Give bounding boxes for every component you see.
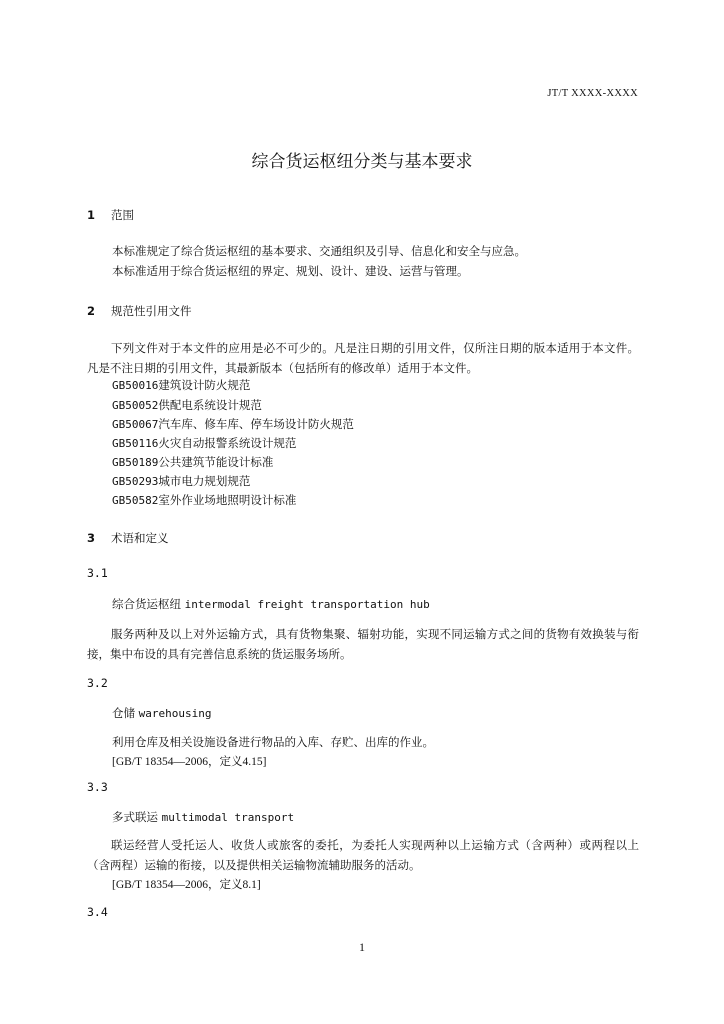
scope-line-2: 本标准适用于综合货运枢纽的界定、规划、设计、建设、运营与管理。 xyxy=(112,264,469,278)
reference-name: 室外作业场地照明设计标准 xyxy=(158,493,297,507)
reference-item xyxy=(112,492,296,508)
term-heading xyxy=(112,596,430,612)
reference-name: 公共建筑节能设计标准 xyxy=(158,455,274,469)
term-en: warehousing xyxy=(138,707,212,720)
standard-code: JT/T XXXX-XXXX xyxy=(547,88,638,99)
term-number: 3.3 xyxy=(87,780,108,794)
term-zh: 多式联运 xyxy=(112,810,158,824)
scope-line-1: 本标准规定了综合货运枢纽的基本要求、交通组织及引导、信息化和安全与应急。 xyxy=(112,244,526,258)
reference-code: GB50016 xyxy=(112,379,159,392)
section-number: 1 xyxy=(87,208,96,222)
term-definition: 利用仓库及相关设施设备进行物品的入库、存贮、出库的作业。 xyxy=(112,735,434,749)
term-definition: 联运经营人受托运人、收货人或旅客的委托，为委托人实现两种以上运输方式（含两种）或两程以上（含两程）运输的衔接，以及提供相关运输物流辅助服务的活动。 xyxy=(87,838,639,872)
term-heading xyxy=(112,809,294,825)
term-heading xyxy=(112,705,212,721)
reference-name: 汽车库、修车库、停车场设计防火规范 xyxy=(158,417,354,431)
term-definition: 服务两种及以上对外运输方式，具有货物集聚、辐射功能，实现不同运输方式之间的货物有效换装与衔接，集中布设的具有完善信息系统的货运服务场所。 xyxy=(87,627,639,661)
reference-code: GB50052 xyxy=(112,399,159,412)
references-intro: 下列文件对于本文件的应用是必不可少的。凡是注日期的引用文件，仅所注日期的版本适用于本文件。凡是不注日期的引用文件，其最新版本（包括所有的修改单）适用于本文件。 xyxy=(87,341,639,375)
reference-item xyxy=(112,473,250,489)
reference-item xyxy=(112,377,250,393)
term-zh: 仓储 xyxy=(112,706,135,720)
term-number: 3.4 xyxy=(87,905,108,919)
reference-name: 建筑设计防火规范 xyxy=(158,378,251,392)
reference-item xyxy=(112,454,273,470)
term-number: 3.1 xyxy=(87,566,108,580)
reference-item xyxy=(112,397,262,413)
section-title: 规范性引用文件 xyxy=(111,304,192,318)
reference-code: GB50189 xyxy=(112,456,159,469)
reference-name: 城市电力规划规范 xyxy=(158,474,251,488)
section-number: 3 xyxy=(87,531,96,545)
term-en: multimodal transport xyxy=(161,811,295,824)
term-number: 3.2 xyxy=(87,676,108,690)
term-en: intermodal freight transportation hub xyxy=(184,598,430,611)
term-source: [GB/T 18354—2006，定义8.1] xyxy=(112,879,261,891)
reference-item xyxy=(112,416,354,432)
term-zh: 综合货运枢纽 xyxy=(112,597,181,611)
reference-item xyxy=(112,435,296,451)
section-heading-references xyxy=(87,303,192,319)
reference-code: GB50116 xyxy=(112,437,159,450)
reference-code: GB50067 xyxy=(112,418,159,431)
page-number: 1 xyxy=(359,940,365,954)
section-heading-terms xyxy=(87,530,169,546)
reference-code: GB50293 xyxy=(112,475,159,488)
section-number: 2 xyxy=(87,304,96,318)
reference-code: GB50582 xyxy=(112,494,159,507)
term-source: [GB/T 18354—2006，定义4.15] xyxy=(112,756,267,768)
section-heading-scope xyxy=(87,207,134,223)
reference-name: 火灾自动报警系统设计规范 xyxy=(158,436,297,450)
section-title: 术语和定义 xyxy=(111,531,169,545)
reference-name: 供配电系统设计规范 xyxy=(158,398,262,412)
section-title: 范围 xyxy=(111,208,135,222)
document-title: 综合货运枢纽分类与基本要求 xyxy=(251,152,473,172)
